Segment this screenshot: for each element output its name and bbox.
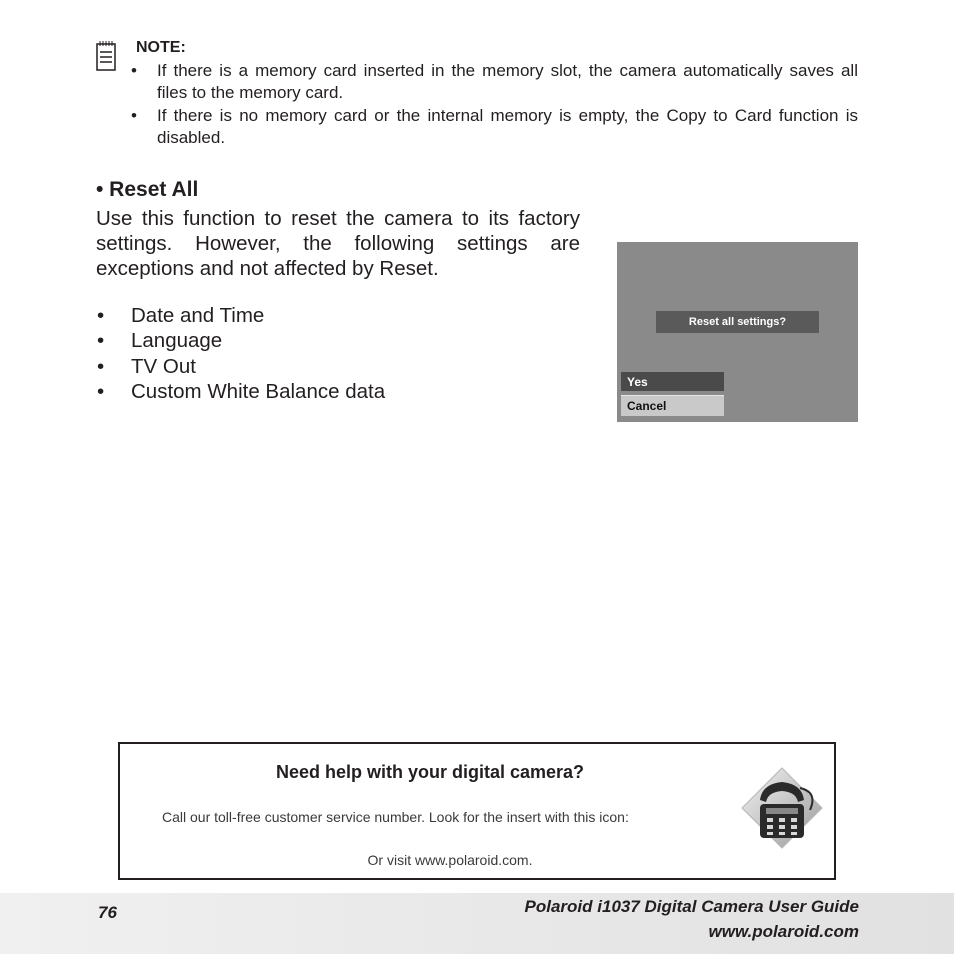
page-footer — [0, 893, 954, 954]
list-item — [96, 303, 385, 328]
note-item-text: If there is no memory card or the internal memory is empty, the Copy to Card function is disabled. — [157, 106, 858, 147]
list-item-text: Date and Time — [131, 304, 265, 327]
list-item-text: Language — [131, 329, 223, 353]
bullet: • — [97, 354, 105, 378]
help-box — [118, 742, 836, 880]
note-item — [130, 60, 858, 104]
bullet: • — [97, 379, 105, 403]
note-item-text: If there is a memory card inserted in the memory slot, the camera automatically saves all files to the memory card. — [157, 61, 858, 102]
bullet: • — [97, 304, 105, 327]
exceptions-list — [96, 303, 385, 404]
bullet: • — [131, 106, 137, 125]
note-item — [130, 105, 858, 149]
help-visit-text: Or visit www.polaroid.com. — [367, 852, 533, 868]
note-title: NOTE: — [136, 39, 186, 56]
section-title: • Reset All — [96, 178, 199, 201]
help-title: Need help with your digital camera? — [275, 762, 585, 782]
camera-screen-image — [617, 242, 858, 422]
note-list — [130, 60, 858, 150]
list-item — [96, 379, 385, 404]
list-item-text: TV Out — [131, 354, 196, 378]
bullet: • — [131, 61, 137, 80]
telephone-icon — [740, 766, 824, 850]
list-item — [96, 354, 385, 379]
section-body: Use this function to reset the camera to its factory settings. However, the following settings are exceptions and not affected by Reset. — [96, 207, 580, 280]
help-text: Call our toll-free customer service number. Look for the insert with this icon: — [162, 809, 629, 825]
website-url: www.polaroid.com — [708, 922, 859, 941]
list-item-text: Custom White Balance data — [131, 379, 386, 403]
list-item — [96, 328, 385, 353]
guide-title: Polaroid i1037 Digital Camera User Guide — [524, 897, 859, 916]
page-number: 76 — [98, 903, 117, 922]
yes-option: Yes — [621, 372, 724, 393]
reset-prompt: Reset all settings? — [656, 311, 819, 333]
notepad-icon — [96, 41, 116, 71]
bullet: • — [97, 329, 105, 353]
cancel-option: Cancel — [621, 395, 724, 416]
